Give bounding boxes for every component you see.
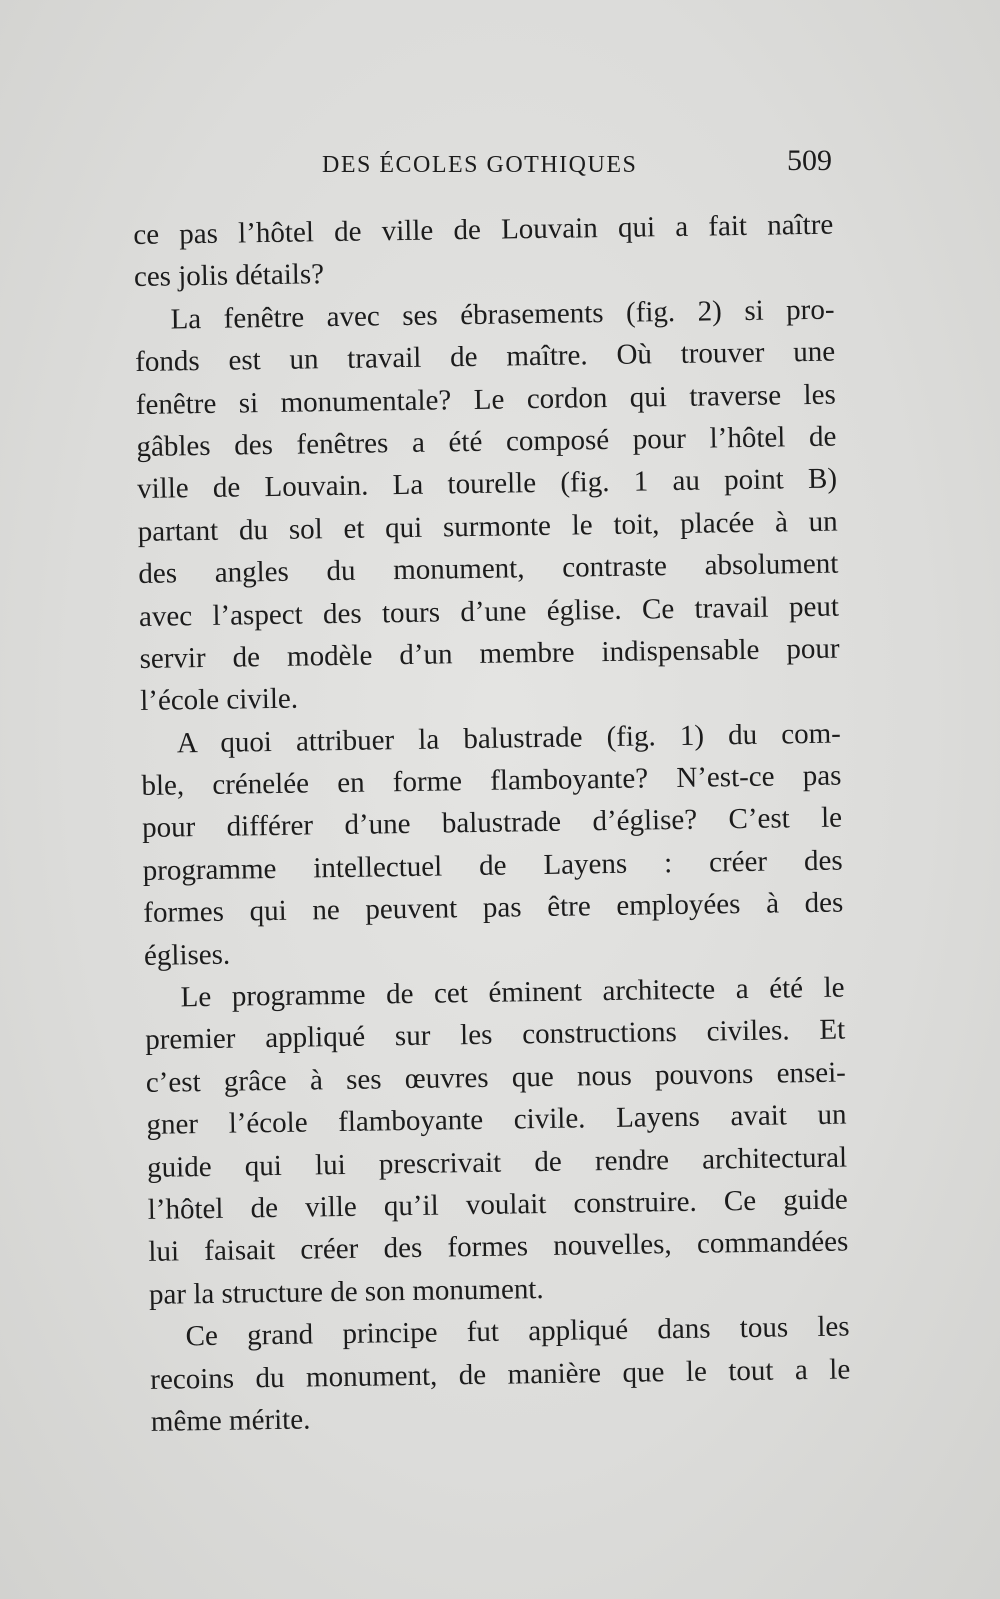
- text-line: gâbles des fenêtres a été composé pour l’hôtel de: [136, 420, 837, 463]
- text-line: partant du sol et qui surmonte le toit, placée à un: [137, 505, 838, 548]
- text-line: formes qui ne peuvent pas être employées à des: [143, 886, 844, 930]
- text-line: églises.: [143, 938, 231, 972]
- running-title: DES ÉCOLES GOTHIQUES: [322, 152, 638, 178]
- text-line: Ce grand principe fut appliqué dans tous les: [185, 1310, 850, 1353]
- text-line: premier appliqué sur les constructions civiles. Et: [145, 1013, 846, 1057]
- text-line: gner l’école flamboyante civile. Layens avait un: [146, 1098, 847, 1142]
- text-line: ces jolis détails?: [133, 258, 325, 294]
- text-line: ville de Louvain. La tourelle (fig. 1 au point B): [136, 462, 838, 506]
- text-line: Le programme de cet éminent architecte a été le: [180, 971, 845, 1014]
- text-line: guide qui lui prescrivait de rendre architectural: [146, 1141, 848, 1184]
- text-line: servir de modèle d’un membre indispensable pour: [139, 632, 840, 675]
- text-line: programme intellectuel de Layens : créer des: [142, 844, 843, 887]
- text-line: des angles du monument, contraste absolument: [138, 547, 839, 591]
- text-line: ble, crénelée en forme flamboyante? N’est-ce pas: [141, 759, 842, 803]
- text-line: pour différer d’une balustrade d’église? C’est le: [141, 802, 843, 845]
- text-line: c’est grâce à ses œuvres que nous pouvons ensei-: [145, 1056, 847, 1099]
- body-text: [133, 204, 851, 1444]
- text-line: La fenêtre avec ses ébrasements (fig. 2) si pro-: [170, 293, 835, 336]
- text-line: même mérite.: [150, 1403, 311, 1438]
- page-number: 509: [787, 144, 832, 177]
- text-line: ce pas l’hôtel de ville de Louvain qui a fait naître: [133, 208, 834, 251]
- text-line: A quoi attribuer la balustrade (fig. 1) du com-: [176, 717, 842, 760]
- text-line: lui faisait créer des formes nouvelles, commandées: [148, 1225, 849, 1269]
- text-line: avec l’aspect des tours d’une église. Ce travail peut: [138, 590, 840, 633]
- text-line: par la structure de son monument.: [148, 1272, 544, 1311]
- running-head: [132, 144, 832, 190]
- text-line: l’hôtel de ville qu’il voulait construire. Ce guide: [147, 1183, 848, 1226]
- text-line: fonds est un travail de maître. Où trouver une: [134, 335, 836, 379]
- text-line: l’école civile.: [139, 682, 299, 718]
- text-line: fenêtre si monumentale? Le cordon qui traverse les: [135, 378, 836, 421]
- text-line: recoins du monument, de manière que le tout a le: [150, 1353, 851, 1396]
